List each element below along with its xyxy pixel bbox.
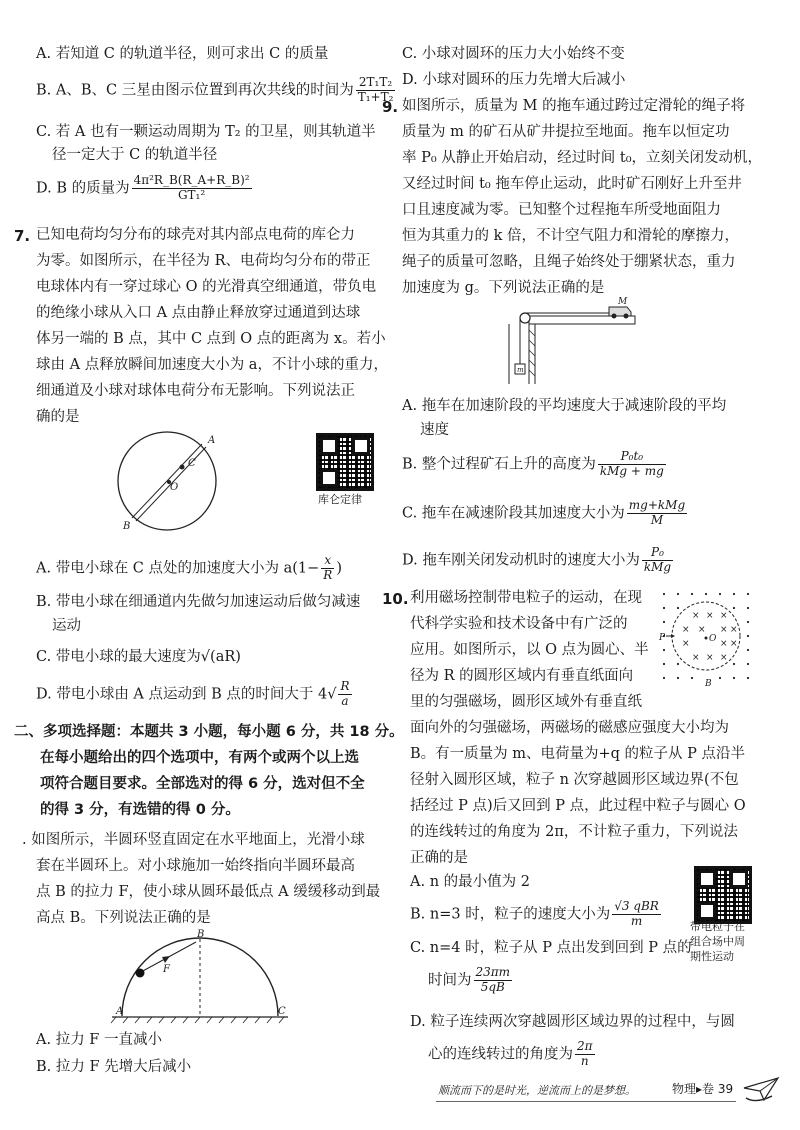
- label-m-truck: M: [618, 297, 628, 307]
- label-b: B: [197, 929, 205, 940]
- channel-wall-1: [132, 444, 202, 518]
- q7-line-4: 体另一端的 B 点，其中 C 点到 O 点的距离为 x。若小: [36, 331, 386, 347]
- q8-line-0: . 如图所示，半圆环竖直固定在水平地面上，光滑小球: [22, 832, 365, 848]
- q8-option-d: D. 小球对圆环的压力先增大后减小: [402, 72, 626, 88]
- q10-line-3: 径为 R 的圆形区域内有垂直纸面向: [410, 668, 634, 684]
- q10-option-b-fraction: $\frac{\text{√3 qBR}}{m}$: [614, 899, 659, 928]
- q10-option-d-text: 心的连线转过的角度为: [428, 1046, 573, 1063]
- footer-motto: 顺流而下的是时光，逆流而上的是梦想。: [438, 1084, 636, 1097]
- svg-text:×: ×: [706, 611, 714, 621]
- svg-text:×: ×: [730, 625, 738, 635]
- q9-line-1: 质量为 m 的矿石从矿井提拉至地面。拖车以恒定功: [402, 124, 730, 140]
- q7-option-d: [36, 680, 354, 709]
- q7-line-3: 的绝缘小球从入口 A 点由静止释放穿过通道到达球: [36, 305, 361, 321]
- q9-option-a-line1: A. 拖车在加速阶段的平均速度大于减速阶段的平均: [402, 398, 727, 414]
- q9-option-a-line2: 速度: [420, 422, 449, 438]
- truck-wheel-front: [624, 314, 629, 319]
- label-o: O: [709, 634, 717, 644]
- q10-line-6: B。有一质量为 m、电荷量为+q 的粒子从 P 点沿半: [410, 746, 746, 762]
- q10-line-9: 的连线转过的角度为 2π，不计粒子重力，下列说法: [410, 824, 738, 840]
- q7-number: 7.: [14, 227, 31, 245]
- q7-option-d-fraction: $\frac{R}{a}$: [340, 679, 350, 708]
- svg-text:×: ×: [706, 653, 714, 663]
- q7-option-d-text: D. 带电小球由 A 点运动到 B 点的时间大于 4√: [36, 686, 337, 703]
- label-b: B: [705, 679, 712, 689]
- q10-magnetic-field-diagram: [658, 588, 758, 692]
- q7-qr-caption: 库仑定律: [318, 493, 362, 506]
- q6-option-a: A. 若知道 C 的轨道半径，则可求出 C 的质量: [36, 46, 329, 62]
- section2-title: 二、多项选择题：本题共 3 小题，每小题 6 分，共 18 分。: [14, 724, 404, 740]
- q7-line-0: 已知电荷均匀分布的球壳对其内部点电荷的库仑力: [36, 227, 355, 243]
- q10-qr-code[interactable]: [694, 866, 752, 924]
- svg-text:×: ×: [692, 611, 700, 621]
- q10-option-c-fraction: $\frac{23\pi m}{5qB}$: [475, 965, 511, 994]
- label-f: F: [163, 964, 170, 975]
- q6-option-b-fraction: $\frac{\text{2T₁T₂}}{\text{T₁+T₂}}$: [357, 75, 394, 104]
- q9-line-2: 率 P₀ 从静止开始启动，经过时间 t₀，立刻关闭发动机，: [402, 150, 763, 166]
- footer-page-number: 卷 39: [702, 1082, 734, 1096]
- q7-option-c: C. 带电小球的最大速度为√(aR): [36, 649, 241, 665]
- q10-option-d-line1: D. 粒子连续两次穿越圆形区域边界的过程中，与圆: [410, 1014, 735, 1030]
- q9-option-d-fraction: $\frac{\text{P₀}}{\text{kMg}}$: [643, 545, 672, 574]
- footer-page-label: [672, 1080, 733, 1098]
- q7-qr-code[interactable]: [316, 433, 374, 491]
- q9-option-b-fraction: $\frac{\text{P₀t₀}}{\text{kMg + mg}}$: [599, 449, 664, 478]
- label-m-ore: m: [517, 366, 524, 374]
- shaft-hatching: [529, 330, 535, 376]
- q10-line-5: 面向外的匀强磁场，两磁场的磁感应强度大小均为: [410, 720, 729, 736]
- q10-option-c-line1: C. n=4 时，粒子从 P 点出发到回到 P 点的: [410, 940, 692, 956]
- svg-text:×: ×: [682, 625, 690, 635]
- label-o: O: [170, 482, 179, 493]
- ball-at-c: [180, 465, 185, 470]
- q9-option-b: [402, 450, 668, 479]
- section2-line-1: 在每小题给出的四个选项中，有两个或两个以上选: [40, 750, 359, 766]
- q6-option-b-text: B. A、B、C 三星由图示位置到再次共线的时间为: [36, 82, 354, 99]
- q9-line-0: 如图所示，质量为 M 的拖车通过跨过定滑轮的绳子将: [402, 98, 746, 114]
- q8-line-1: 套在半圆环上。对小球施加一始终指向半圆环最高: [36, 858, 355, 874]
- ground-surface: [529, 316, 635, 324]
- q10-option-d-fraction: $\frac{2\pi}{n}$: [577, 1039, 593, 1068]
- q7-sphere-diagram: [110, 428, 230, 538]
- q9-option-c-fraction: $\frac{\text{mg+kMg}}{M}$: [628, 498, 686, 527]
- svg-text:×: ×: [720, 611, 728, 621]
- q10-number: 10.: [382, 590, 409, 608]
- q10-qr-caption: 带电粒子在 组合场中周 期性运动: [690, 920, 745, 963]
- q8-semicircle-diagram: [108, 928, 293, 1026]
- section2-line-3: 的得 3 分，有选错的得 0 分。: [40, 802, 240, 818]
- q10-line-2: 应用。如图所示，以 O 点为圆心、半: [410, 642, 649, 658]
- q10-option-c-line2: [428, 966, 514, 995]
- label-a: A: [116, 1006, 124, 1017]
- svg-text:×: ×: [730, 639, 738, 649]
- label-p: P: [659, 633, 666, 643]
- q10-line-1: 代科学实验和技术设备中有广泛的: [410, 616, 628, 632]
- q6-option-c-line1: C. 若 A 也有一颗运动周期为 T₂ 的卫星，则其轨道半: [36, 124, 376, 140]
- q7-option-a: A. 带电小球在 C 点处的加速度大小为 a(1− $\frac{x}{R}$ ): [36, 553, 343, 582]
- q8-option-c: C. 小球对圆环的压力大小始终不变: [402, 46, 625, 62]
- q7-option-b-line2: 运动: [52, 618, 81, 634]
- svg-text:×: ×: [698, 625, 706, 635]
- q8-line-2: 点 B 的拉力 F，使小球从圆环最低点 A 缓缓移动到最: [36, 884, 381, 900]
- q6-option-d: [36, 174, 254, 203]
- label-c: C: [188, 458, 196, 469]
- q10-option-a: A. n 的最小值为 2: [410, 874, 530, 890]
- pulley: [520, 313, 530, 323]
- q10-line-10: 正确的是: [410, 850, 468, 866]
- q7-line-6: 细通道及小球对球体电荷分布无影响。下列说法正: [36, 383, 355, 399]
- q10-line-7: 径射入圆形区域，粒子 n 次穿越圆形区域边界(不包: [410, 772, 739, 788]
- svg-text:×: ×: [720, 639, 728, 649]
- section2-line-2: 项符合题目要求。全部选对的得 6 分，选对但不全: [40, 776, 365, 792]
- outer-field-dots: [663, 593, 749, 679]
- footer-subject: 物理: [672, 1082, 697, 1096]
- q9-number: 9.: [382, 98, 399, 116]
- q9-tow-truck-diagram: [505, 296, 640, 386]
- q9-option-b-text: B. 整个过程矿石上升的高度为: [402, 456, 596, 473]
- ball: [136, 969, 145, 978]
- q9-line-5: 恒为其重力的 k 倍，不计空气阻力和滑轮的摩擦力，: [402, 228, 740, 244]
- footer-underline: [436, 1101, 736, 1102]
- svg-text:×: ×: [720, 653, 728, 663]
- q7-option-b-line1: B. 带电小球在细通道内先做匀加速运动后做匀减速: [36, 594, 361, 610]
- q10-line-0: 利用磁场控制带电粒子的运动，在现: [410, 590, 642, 606]
- q8-line-3: 高点 B。下列说法正确的是: [36, 910, 211, 926]
- svg-text:×: ×: [692, 653, 700, 663]
- q10-option-b: [410, 900, 663, 929]
- q10-line-4: 里的匀强磁场，圆形区域外有垂直纸: [410, 694, 642, 710]
- q9-line-6: 绳子的质量可忽略，且绳子始终处于绷紧状态，重力: [402, 254, 736, 270]
- footer-arrow-icon: ▸: [696, 1082, 703, 1096]
- q7-option-a-text: A. 带电小球在 C 点处的加速度大小为 a(1−: [36, 560, 320, 577]
- svg-text:×: ×: [720, 625, 728, 635]
- q8-option-a: A. 拉力 F 一直减小: [36, 1032, 162, 1048]
- q7-line-1: 为零。如图所示，在半径为 R、电荷均匀分布的带正: [36, 253, 371, 269]
- q6-option-d-fraction: $\frac{\text{4π²R\_B(R\_A+R\_B)²}}{\text{GT₁²}}$: [133, 173, 250, 202]
- q6-option-d-text: D. B 的质量为: [36, 180, 130, 197]
- q7-option-a-fraction: $\frac{x}{R}$: [323, 553, 333, 582]
- q10-option-b-text: B. n=3 时，粒子的速度大小为: [410, 906, 611, 923]
- q10-option-c-text: 时间为: [428, 972, 472, 989]
- label-b: B: [123, 521, 131, 532]
- q9-option-d-text: D. 拖车刚关闭发动机时的速度大小为: [402, 552, 640, 569]
- q6-option-c-line2: 径一定大于 C 的轨道半径: [52, 147, 218, 163]
- center-o: [705, 637, 708, 640]
- q9-option-c-text: C. 拖车在减速阶段其加速度大小为: [402, 505, 625, 522]
- q10-option-d-line2: [428, 1040, 597, 1069]
- q9-option-c: [402, 499, 689, 528]
- entry-arrowhead: [671, 634, 675, 638]
- q9-line-4: 口且速度减为零。已知整个过程拖车所受地面阻力: [402, 202, 721, 218]
- ground-hatching: [111, 1017, 284, 1023]
- q7-line-5: 球由 A 点释放瞬间加速度大小为 a，不计小球的重力，: [36, 357, 388, 373]
- paper-plane-icon: [742, 1074, 782, 1104]
- q8-option-b: B. 拉力 F 先增大后减小: [36, 1059, 192, 1075]
- label-a: A: [208, 435, 216, 446]
- q10-line-8: 括经过 P 点)后又回到 P 点，此过程中粒子与圆心 O: [410, 798, 746, 814]
- q9-line-3: 又经过时间 t₀ 拖车停止运动，此时矿石刚好上升至井: [402, 176, 742, 192]
- q6-option-b: [36, 76, 397, 105]
- q7-line-2: 电球体内有一穿过球心 O 的光滑真空细通道，带负电: [36, 279, 377, 295]
- label-c: C: [278, 1006, 286, 1017]
- q7-line-7: 确的是: [36, 409, 80, 425]
- q9-option-d: [402, 546, 675, 575]
- truck-wheel-rear: [612, 314, 617, 319]
- q9-line-7: 加速度为 g。下列说法正确的是: [402, 280, 605, 296]
- svg-text:×: ×: [682, 639, 690, 649]
